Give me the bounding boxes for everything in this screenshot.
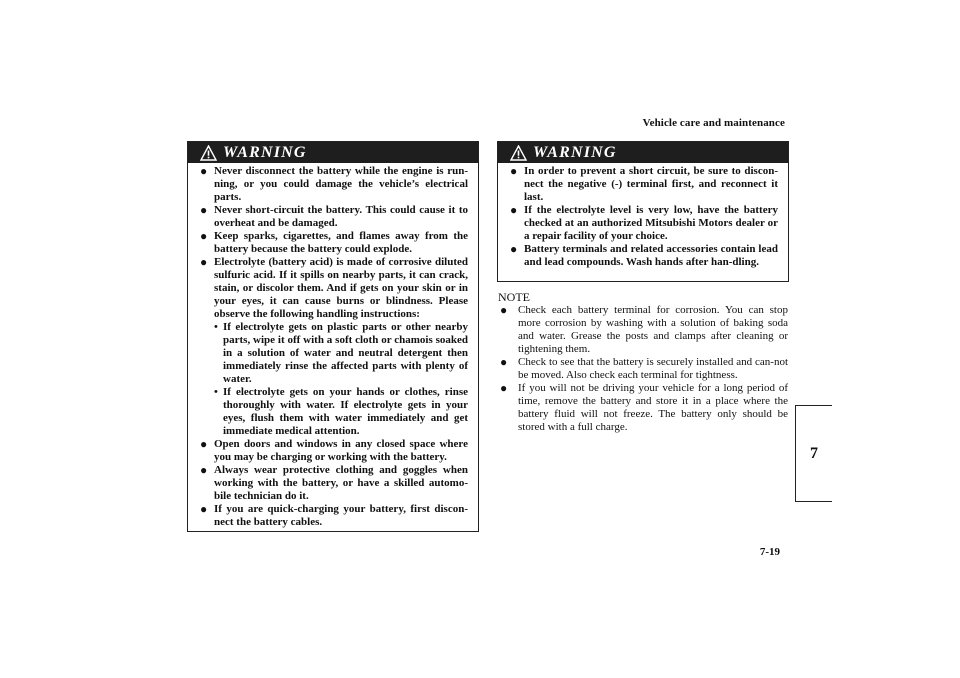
left-warning-box [187, 141, 479, 532]
sub-list-item [214, 321, 468, 386]
warning-item-text: Never disconnect the battery while the engine is run-ning, or you could damage the vehicle’s electrical parts. [214, 165, 468, 203]
warning-title: WARNING [533, 143, 617, 161]
sub-item-text: If electrolyte gets on your hands or clothes, rinse thoroughly with water. If electrolyte gets in your eyes, flush them with water immediately and get immediate medical attention. [223, 386, 468, 437]
note-item [498, 382, 788, 434]
warning-item-text: Battery terminals and related accessories contain lead and lead compounds. Wash hands after han-dling. [524, 243, 778, 268]
warning-item-text: If the electrolyte level is very low, have the battery checked at an authorized Mitsubishi Motors dealer or a repair facility of your choice. [524, 204, 778, 242]
warning-item-text: Electrolyte (battery acid) is made of corrosive diluted sulfuric acid. If it spills on nearby parts, it can crack, stain, or discolor them. And if gets on your skin or in your eyes, it can cause burns or blindness. Please observe the following handling instructions: [214, 256, 468, 320]
sub-bullet: • [214, 386, 218, 398]
bullet: ● [200, 229, 208, 243]
bullet: ● [500, 303, 508, 317]
list-item [200, 438, 468, 464]
warning-content [188, 163, 478, 531]
bullet: ● [510, 242, 518, 256]
bullet: ● [500, 381, 508, 395]
note-label: NOTE [498, 290, 530, 304]
note-item [498, 356, 788, 382]
chapter-tab: 7 [795, 405, 832, 502]
bullet: ● [200, 437, 208, 451]
list-item [510, 204, 778, 243]
bullet: ● [510, 164, 518, 178]
warning-item-block [214, 256, 468, 438]
list-item [200, 503, 468, 529]
bullet: ● [200, 502, 208, 516]
note-item-text: Check to see that the battery is securely installed and can-not be moved. Also check each terminal for tightness. [518, 356, 788, 381]
sub-bullet: • [214, 321, 218, 333]
right-warning-box [497, 141, 789, 282]
warning-item-text: Open doors and windows in any closed space where you may be charging or working with the battery. [214, 438, 468, 463]
warning-item-text: In order to prevent a short circuit, be sure to discon-nect the negative (-) terminal first, and reconnect it last. [524, 165, 778, 203]
note-section [498, 291, 788, 434]
list-item [200, 204, 468, 230]
bullet: ● [200, 255, 208, 269]
bullet: ● [510, 203, 518, 217]
warning-item-text: Keep sparks, cigarettes, and flames away from the battery because the battery could explode. [214, 230, 468, 255]
note-item [498, 304, 788, 356]
warning-item-text: Always wear protective clothing and goggles when working with the battery, or have a skilled automo-bile technician do it. [214, 464, 468, 502]
list-item [200, 165, 468, 204]
list-item [200, 230, 468, 256]
warning-content [498, 163, 788, 281]
warning-triangle-icon [510, 145, 527, 161]
page-number: 7-19 [759, 546, 780, 558]
bullet: ● [200, 164, 208, 178]
bullet: ● [500, 355, 508, 369]
warning-band [498, 142, 788, 163]
list-item [200, 464, 468, 503]
note-item-text: Check each battery terminal for corrosion. You can stop more corrosion by washing with a solution of baking soda and water. Grease the posts and clamps after cleaning or tightening them. [518, 304, 788, 355]
bullet: ● [200, 203, 208, 217]
note-item-text: If you will not be driving your vehicle for a long period of time, remove the battery and store it in a place where the battery fluid will not freeze. The battery only should be stored with a full charge. [518, 382, 788, 433]
warning-title: WARNING [223, 143, 307, 161]
list-item [510, 243, 778, 269]
list-item [510, 165, 778, 204]
warning-triangle-icon [200, 145, 217, 161]
warning-band [188, 142, 478, 163]
warning-item-text: If you are quick-charging your battery, first discon-nect the battery cables. [214, 503, 468, 528]
list-item [200, 256, 468, 438]
warning-item-text: Never short-circuit the battery. This could cause it to overheat and be damaged. [214, 204, 468, 229]
section-header: Vehicle care and maintenance [642, 117, 785, 129]
sub-item-text: If electrolyte gets on plastic parts or other nearby parts, wipe it off with a soft cloth or chamois soaked in a solution of water and neutral detergent then immediately rinse the affected parts with plenty of water. [223, 321, 468, 385]
sub-list-item [214, 386, 468, 438]
bullet: ● [200, 463, 208, 477]
